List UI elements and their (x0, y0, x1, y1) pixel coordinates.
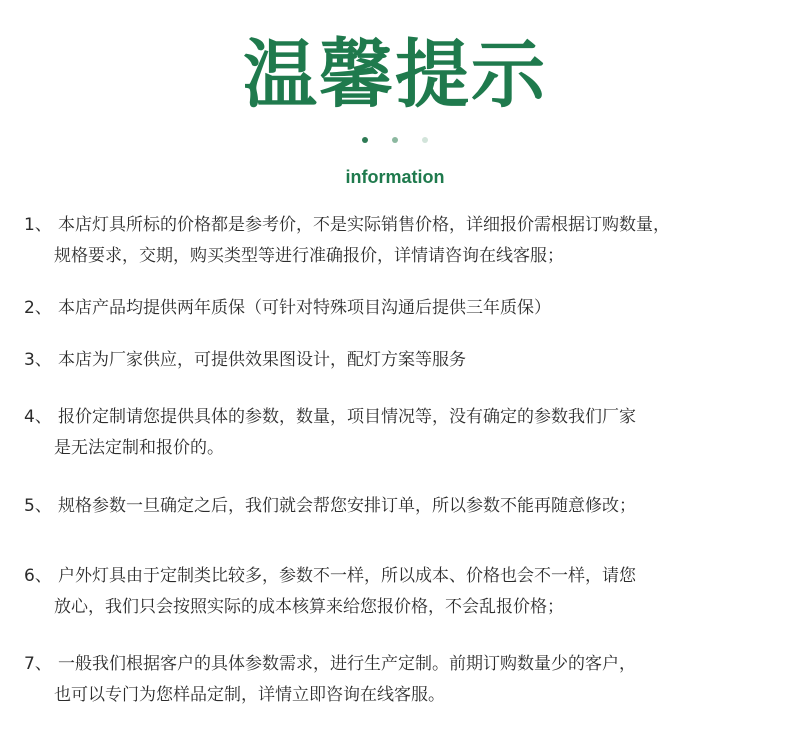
notice-line-continued: 放心，我们只会按照实际的成本核算来给您报价格，不会乱报价格； (54, 597, 564, 617)
dot-light (422, 137, 428, 143)
notice-line-continued: 是无法定制和报价的。 (54, 438, 224, 458)
notice-item-6 (24, 561, 774, 623)
notice-number: 7、 (24, 654, 52, 674)
dot-dark (362, 137, 368, 143)
notice-number: 2、 (24, 298, 52, 318)
notice-number: 1、 (24, 215, 52, 235)
notice-item-3 (24, 345, 774, 376)
notice-item-2 (24, 293, 774, 324)
notice-number: 6、 (24, 566, 52, 586)
notice-line: 报价定制请您提供具体的参数，数量，项目情况等，没有确定的参数我们厂家 (58, 407, 636, 427)
notice-item-7 (24, 649, 774, 711)
notice-line-continued: 也可以专门为您样品定制，详情立即咨询在线客服。 (54, 685, 445, 705)
dot-medium (392, 137, 398, 143)
notice-item-5 (24, 491, 774, 522)
notice-number: 3、 (24, 350, 52, 370)
decorative-dots (0, 137, 790, 143)
notice-item-4 (24, 402, 774, 464)
notice-line: 本店产品均提供两年质保（可针对特殊项目沟通后提供三年质保） (58, 298, 551, 318)
notice-line: 规格参数一旦确定之后，我们就会帮您安排订单，所以参数不能再随意修改； (58, 496, 636, 516)
notice-line-continued: 规格要求，交期，购买类型等进行准确报价，详情请咨询在线客服； (54, 246, 564, 266)
notice-line: 本店为厂家供应，可提供效果图设计，配灯方案等服务 (58, 350, 466, 370)
notice-line: 户外灯具由于定制类比较多，参数不一样，所以成本、价格也会不一样，请您 (58, 566, 636, 586)
notice-item-1 (24, 210, 774, 272)
page-title: 温馨提示 (243, 32, 547, 118)
notice-line: 本店灯具所标的价格都是参考价，不是实际销售价格，详细报价需根据订购数量， (58, 215, 670, 235)
notice-number: 5、 (24, 496, 52, 516)
notice-number: 4、 (24, 407, 52, 427)
notice-line: 一般我们根据客户的具体参数需求，进行生产定制。前期订购数量少的客户， (58, 654, 636, 674)
page-subtitle: information (345, 167, 445, 187)
